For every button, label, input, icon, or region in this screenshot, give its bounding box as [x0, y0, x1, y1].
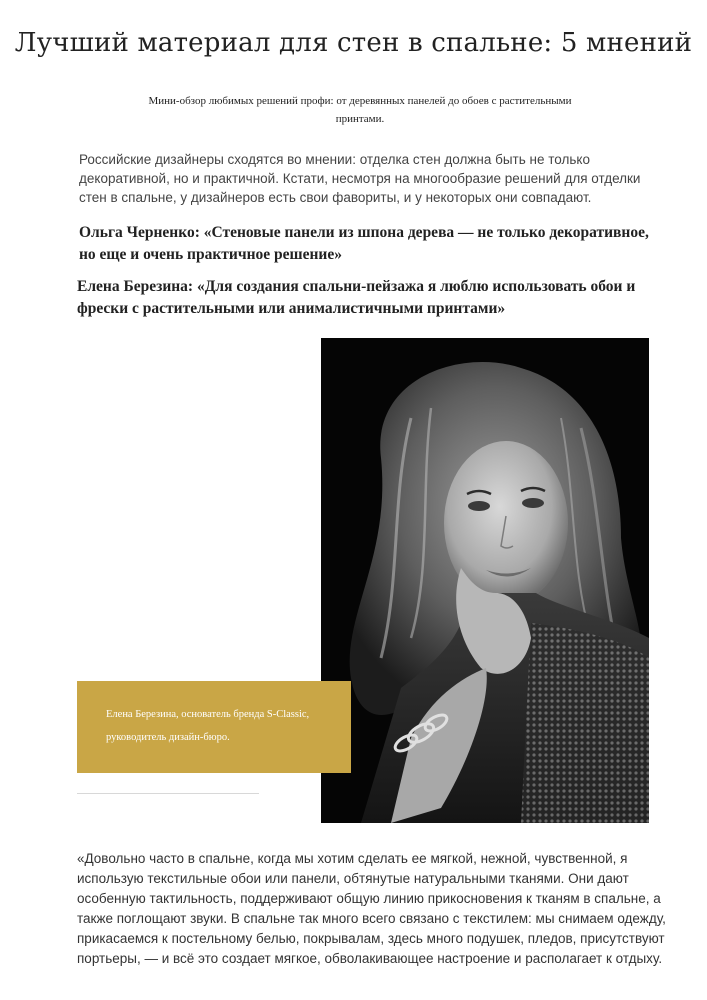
caption-divider: [77, 793, 259, 794]
photo-caption: Елена Березина, основатель бренда S-Classic, руководитель дизайн-бюро.: [106, 709, 310, 743]
designer-portrait-photo: [321, 338, 649, 823]
quote-heading-berezina: Елена Березина: «Для создания спальни-пейзажа я люблю использовать обои и фрески с растительными или анималистичными принтами»: [77, 278, 636, 317]
article-subtitle: Мини-обзор любимых решений профи: от деревянных панелей до обоев с растительными принтами.: [148, 95, 572, 125]
photo-caption-box: [77, 681, 351, 773]
intro-paragraph: Российские дизайнеры сходятся во мнении: отделка стен должна быть не только декоративной, но и практичной. Кстати, несмотря на многообразие решений для отделки стен в спальне, у дизайнеров есть свои фавориты, и у некоторых они совпадают.: [79, 152, 641, 205]
designer-quote-paragraph: «Довольно часто в спальне, когда мы хотим сделать ее мягкой, нежной, чувственной, я использую текстильные обои или панели, обтянутые натуральными тканями. Они дают особенную тактильность, поддерживают общую линию прикосновения к тканям в спальне, а также поглощают звуки. В спальне так много всего связано с текстилем: мы снимаем одежду, прикасаемся к постельному белью, покрывалам, здесь много подушек, пледов, присутствуют портьеры, — и всё это создает мягкое, обволакивающее настроение и располагает к отдыху.: [77, 851, 666, 966]
quote-heading-chernenko: Ольга Черненко: «Стеновые панели из шпона дерева — не только декоративное, но еще и очень практичное решение»: [79, 224, 649, 263]
page-title: Лучший материал для стен в спальне: 5 мнений: [14, 28, 693, 58]
